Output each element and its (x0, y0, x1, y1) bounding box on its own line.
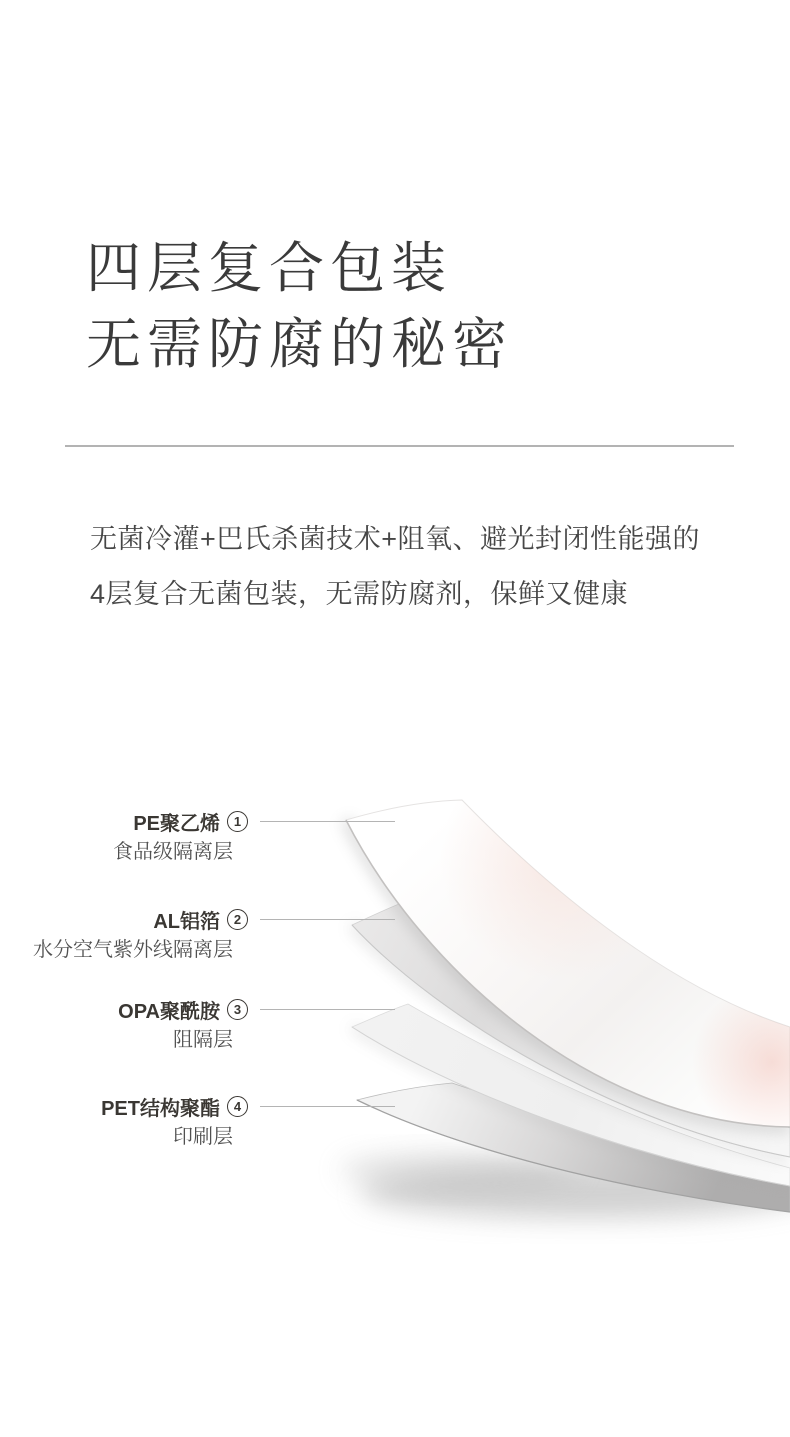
layer-number: 1 (233, 813, 242, 829)
headline-line-2: 无需防腐的秘密 (86, 313, 514, 375)
circled-number-3-icon (227, 999, 248, 1020)
sheet-3-opa (352, 1004, 790, 1186)
circled-number-4-icon (227, 1096, 248, 1117)
layer-name: PE聚乙烯 (133, 812, 220, 835)
layer-name-row (101, 1093, 248, 1119)
layer-description: 食品级隔离层 (113, 841, 233, 863)
sheet-2-al (352, 899, 790, 1157)
headline-line-1: 四层复合包装 (86, 237, 453, 299)
layer-name-row (118, 996, 248, 1022)
layer-label-opa (118, 996, 248, 1052)
layer-label-al (33, 906, 248, 962)
sheet-1-pe (346, 800, 790, 1127)
intro-line-2: 4层复合无菌包装，无需防腐剂，保鲜又健康 (90, 579, 629, 609)
leader-line-1 (260, 821, 395, 822)
layer-name: PET结构聚酯 (101, 1097, 220, 1120)
layer-name-row (33, 906, 248, 932)
layer-name: AL铝箔 (153, 910, 220, 933)
leader-line-2 (260, 919, 395, 920)
layer-number: 2 (233, 911, 242, 927)
layer-number: 3 (233, 1001, 242, 1017)
leader-line-4 (260, 1106, 395, 1107)
layer-description: 水分空气紫外线隔离层 (33, 939, 233, 961)
circled-number-1-icon (227, 811, 248, 832)
leader-line-3 (260, 1009, 395, 1010)
stack-ground-shadow (360, 1166, 790, 1218)
intro-line-1: 无菌冷灌+巴氏杀菌技术+阻氧、避光封闭性能强的 (90, 524, 701, 554)
layer-label-pe (113, 808, 248, 864)
layer-label-pet (101, 1093, 248, 1149)
layer-name: OPA聚酰胺 (118, 1000, 220, 1023)
layer-description: 印刷层 (173, 1126, 233, 1148)
circled-number-2-icon (227, 909, 248, 930)
layer-name-row (113, 808, 248, 834)
sheet-4-pet (357, 1083, 790, 1212)
layer-description: 阻隔层 (173, 1029, 233, 1051)
layer-number: 4 (233, 1098, 242, 1114)
